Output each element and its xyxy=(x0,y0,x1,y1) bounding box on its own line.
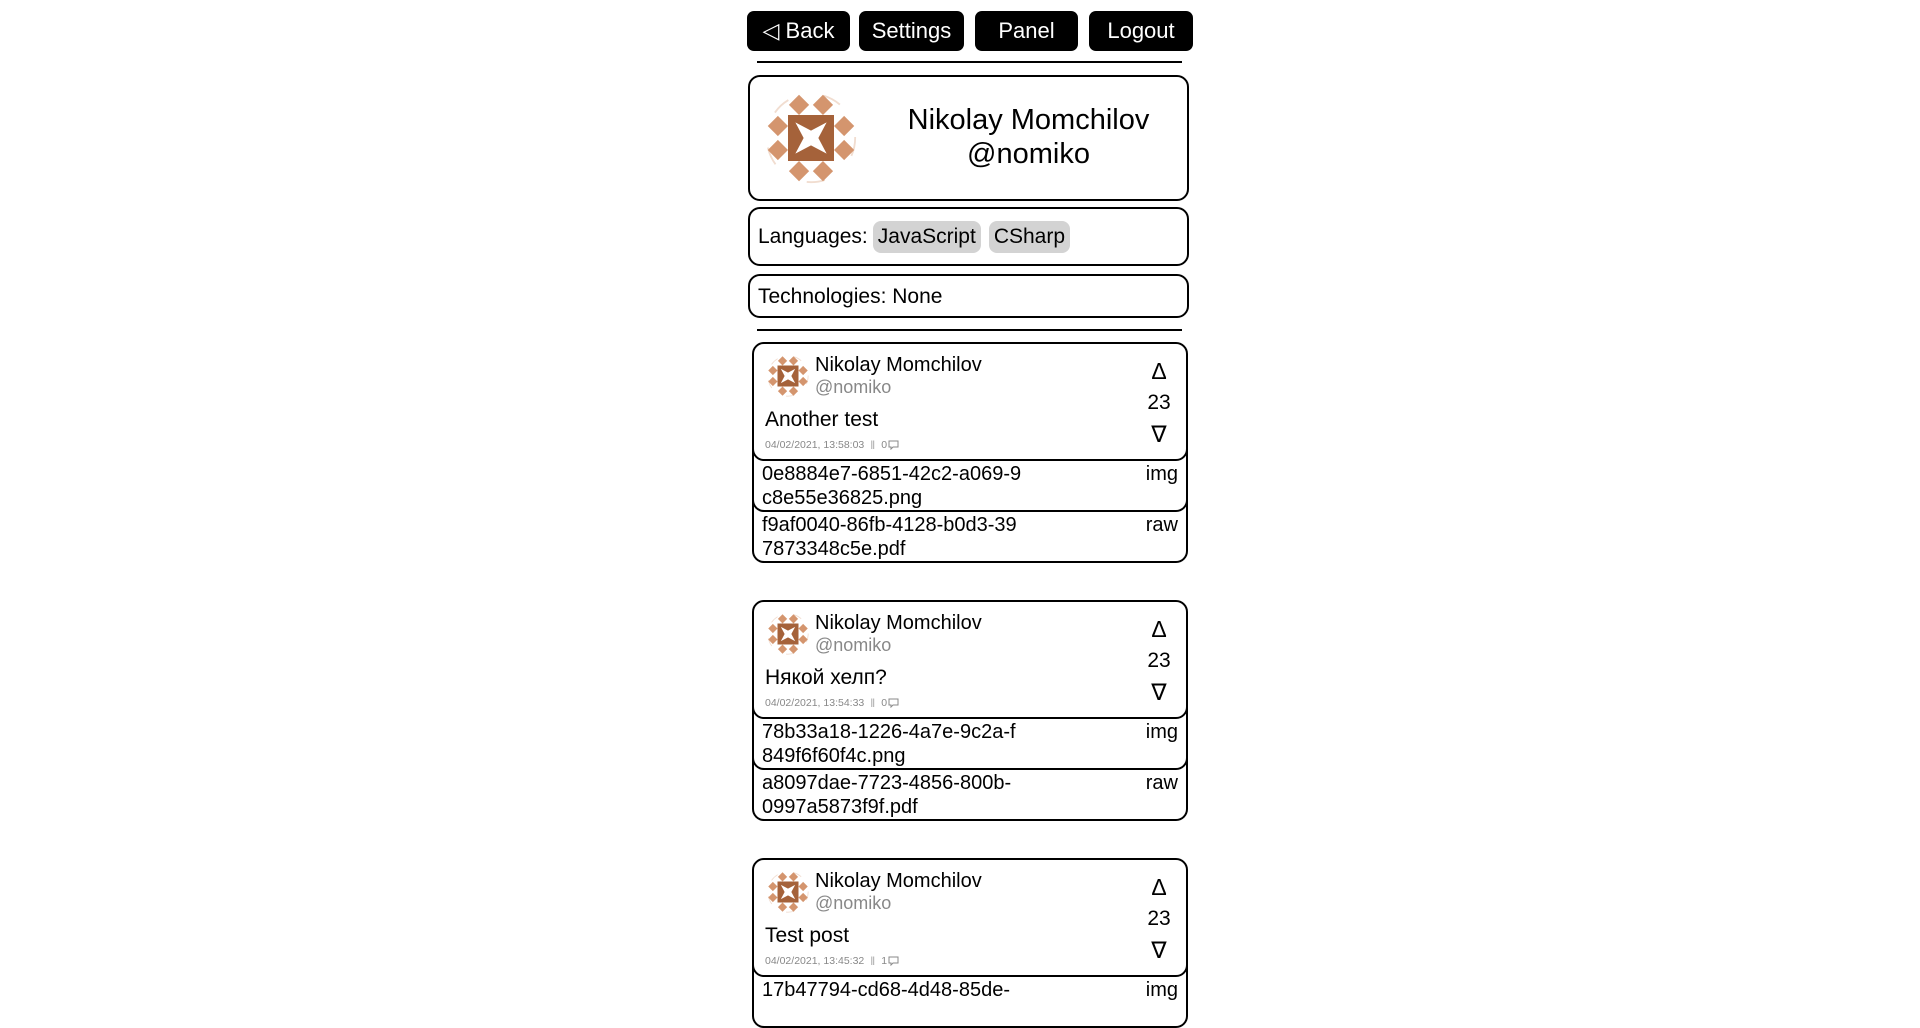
post-author-handle: @nomiko xyxy=(815,893,892,913)
attachment-type: img xyxy=(1145,463,1178,485)
attachment-name[interactable]: 17b47794-cd68-4d48-85de- xyxy=(762,979,1010,1001)
post-avatar xyxy=(767,355,809,397)
divider xyxy=(757,61,1182,63)
post-author-name[interactable]: Nikolay Momchilov xyxy=(815,612,982,634)
avatar xyxy=(765,92,857,184)
post-author-name[interactable]: Nikolay Momchilov xyxy=(815,870,982,892)
comment-icon xyxy=(888,698,899,708)
upvote-button[interactable]: Δ xyxy=(1151,874,1167,900)
upvote-button[interactable]: Δ xyxy=(1151,616,1167,642)
separator: ‖ xyxy=(870,438,876,452)
attachment-name[interactable]: 0e8884e7-6851-42c2-a069-9c8e55e36825.png xyxy=(762,463,1022,509)
post-card xyxy=(752,600,1188,821)
upvote-button[interactable]: Δ xyxy=(1151,358,1167,384)
back-button[interactable]: ◁ Back xyxy=(747,11,850,51)
post-meta xyxy=(765,438,899,452)
language-tag: CSharp xyxy=(989,221,1070,253)
post-meta xyxy=(765,696,899,710)
comment-count: 0 xyxy=(881,697,888,709)
post-meta xyxy=(765,954,899,968)
post-text: Test post xyxy=(765,924,850,947)
post-date: 04/02/2021, 13:45:32 xyxy=(765,955,865,967)
comment-count: 1 xyxy=(881,955,888,967)
vote-control xyxy=(1144,616,1174,706)
vote-score: 23 xyxy=(1147,391,1171,414)
profile-card xyxy=(748,75,1189,201)
post-author-name[interactable]: Nikolay Momchilov xyxy=(815,354,982,376)
vote-score: 23 xyxy=(1147,907,1171,930)
post-text: Another test xyxy=(765,408,879,431)
post-date: 04/02/2021, 13:58:03 xyxy=(765,439,865,451)
vote-control xyxy=(1144,874,1174,964)
vote-score: 23 xyxy=(1147,649,1171,672)
comment-icon xyxy=(888,440,899,450)
downvote-button[interactable]: ∇ xyxy=(1151,679,1167,705)
comment-count: 0 xyxy=(881,439,888,451)
divider xyxy=(757,329,1182,331)
post-avatar xyxy=(767,613,809,655)
technologies-label: Technologies: None xyxy=(758,285,943,308)
post-card xyxy=(752,342,1188,563)
panel-button[interactable]: Panel xyxy=(975,11,1078,51)
profile-handle: @nomiko xyxy=(967,138,1090,170)
post-avatar xyxy=(767,871,809,913)
attachment-name[interactable]: f9af0040-86fb-4128-b0d3-397873348c5e.pdf xyxy=(762,514,1017,560)
post-header[interactable] xyxy=(752,342,1188,461)
post-card xyxy=(752,858,1188,1028)
post-author-handle: @nomiko xyxy=(815,377,892,397)
post-header[interactable] xyxy=(752,600,1188,719)
attachment-name[interactable]: a8097dae-7723-4856-800b-0997a5873f9f.pdf xyxy=(762,772,1012,818)
languages-label: Languages: xyxy=(758,225,868,248)
attachment-type: raw xyxy=(1145,514,1178,536)
post-date: 04/02/2021, 13:54:33 xyxy=(765,697,865,709)
post-author-handle: @nomiko xyxy=(815,635,892,655)
top-nav xyxy=(747,11,1193,51)
downvote-button[interactable]: ∇ xyxy=(1151,937,1167,963)
technologies-box xyxy=(748,274,1189,318)
profile-name: Nikolay Momchilov xyxy=(907,104,1150,136)
separator: ‖ xyxy=(870,696,876,710)
vote-control xyxy=(1144,358,1174,448)
downvote-button[interactable]: ∇ xyxy=(1151,421,1167,447)
post-header[interactable] xyxy=(752,858,1188,977)
settings-button[interactable]: Settings xyxy=(859,11,964,51)
language-tag: JavaScript xyxy=(873,221,981,253)
languages-box xyxy=(748,207,1189,266)
attachment-type: img xyxy=(1145,979,1178,1001)
attachment-type: raw xyxy=(1145,772,1178,794)
comment-icon xyxy=(888,956,899,966)
logout-button[interactable]: Logout xyxy=(1089,11,1193,51)
post-text: Някой хелп? xyxy=(765,666,887,689)
attachment-type: img xyxy=(1145,721,1178,743)
attachment-name[interactable]: 78b33a18-1226-4a7e-9c2a-f849f6f60f4c.png xyxy=(762,721,1016,767)
separator: ‖ xyxy=(870,954,876,968)
